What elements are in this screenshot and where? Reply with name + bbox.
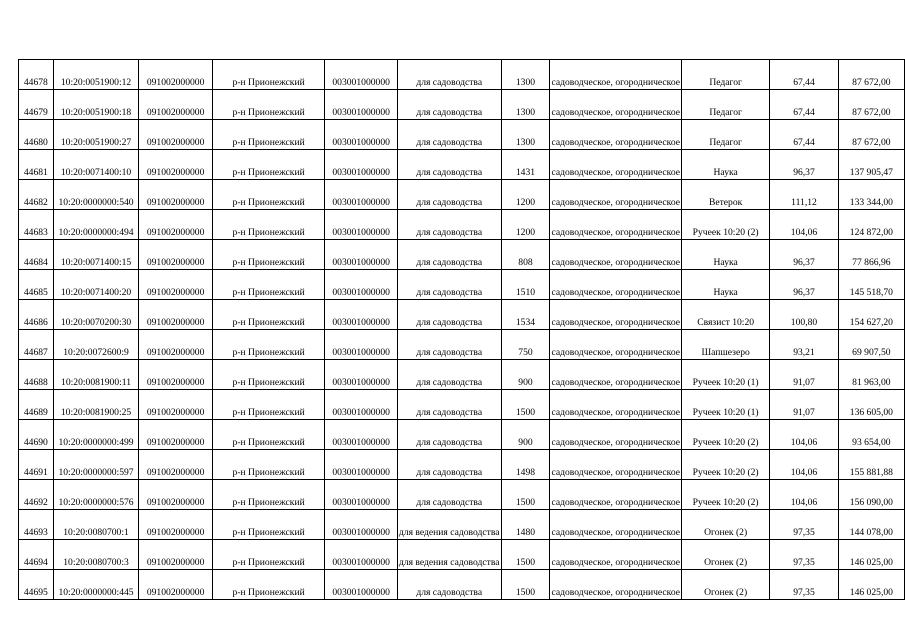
okato-code-cell: 091002000000 xyxy=(139,540,212,570)
cadastral-number-cell: 10:20:0081900:25 xyxy=(53,390,139,420)
specific-value-cell: 67,44 xyxy=(770,120,838,150)
okato-code-cell: 091002000000 xyxy=(139,450,212,480)
oktmo-code-cell: 003001000000 xyxy=(325,210,398,240)
row-id-cell: 44679 xyxy=(19,90,54,120)
cadastral-value-cell: 87 672,00 xyxy=(838,90,904,120)
area-cell: 1498 xyxy=(501,450,550,480)
permitted-use-cell: для садоводства xyxy=(397,180,501,210)
table-row xyxy=(19,570,905,600)
association-name-cell: Ветерок xyxy=(682,180,770,210)
cadastral-value-cell: 93 654,00 xyxy=(838,420,904,450)
cadastral-value-cell: 133 344,00 xyxy=(838,180,904,210)
okato-code-cell: 091002000000 xyxy=(139,90,212,120)
row-id-cell: 44684 xyxy=(19,240,54,270)
district-cell: р-н Прионежский xyxy=(212,480,325,510)
category-cell: садоводческое, огородническое xyxy=(550,420,682,450)
district-cell: р-н Прионежский xyxy=(212,90,325,120)
oktmo-code-cell: 003001000000 xyxy=(325,60,398,90)
cadastral-number-cell: 10:20:0000000:445 xyxy=(53,570,139,600)
area-cell: 1431 xyxy=(501,150,550,180)
oktmo-code-cell: 003001000000 xyxy=(325,420,398,450)
row-id-cell: 44693 xyxy=(19,510,54,540)
specific-value-cell: 93,21 xyxy=(770,330,838,360)
table-row xyxy=(19,90,905,120)
district-cell: р-н Прионежский xyxy=(212,150,325,180)
table-body xyxy=(19,60,905,600)
specific-value-cell: 67,44 xyxy=(770,60,838,90)
okato-code-cell: 091002000000 xyxy=(139,480,212,510)
table-row xyxy=(19,510,905,540)
row-id-cell: 44691 xyxy=(19,450,54,480)
table-row xyxy=(19,240,905,270)
district-cell: р-н Прионежский xyxy=(212,60,325,90)
specific-value-cell: 97,35 xyxy=(770,510,838,540)
cadastral-value-cell: 146 025,00 xyxy=(838,570,904,600)
district-cell: р-н Прионежский xyxy=(212,210,325,240)
area-cell: 1300 xyxy=(501,60,550,90)
oktmo-code-cell: 003001000000 xyxy=(325,480,398,510)
area-cell: 1510 xyxy=(501,270,550,300)
oktmo-code-cell: 003001000000 xyxy=(325,180,398,210)
table-row xyxy=(19,300,905,330)
specific-value-cell: 97,35 xyxy=(770,570,838,600)
district-cell: р-н Прионежский xyxy=(212,420,325,450)
permitted-use-cell: для садоводства xyxy=(397,450,501,480)
cadastral-number-cell: 10:20:0071400:10 xyxy=(53,150,139,180)
cadastral-number-cell: 10:20:0000000:494 xyxy=(53,210,139,240)
oktmo-code-cell: 003001000000 xyxy=(325,510,398,540)
cadastral-value-cell: 87 672,00 xyxy=(838,60,904,90)
association-name-cell: Ручеек 10:20 (2) xyxy=(682,210,770,240)
area-cell: 1480 xyxy=(501,510,550,540)
area-cell: 808 xyxy=(501,240,550,270)
category-cell: садоводческое, огородническое xyxy=(550,390,682,420)
category-cell: садоводческое, огородническое xyxy=(550,450,682,480)
association-name-cell: Наука xyxy=(682,150,770,180)
table-row xyxy=(19,540,905,570)
district-cell: р-н Прионежский xyxy=(212,330,325,360)
row-id-cell: 44683 xyxy=(19,210,54,240)
permitted-use-cell: для садоводства xyxy=(397,150,501,180)
cadastral-number-cell: 10:20:0000000:499 xyxy=(53,420,139,450)
specific-value-cell: 104,06 xyxy=(770,210,838,240)
association-name-cell: Наука xyxy=(682,270,770,300)
cadastral-value-cell: 124 872,00 xyxy=(838,210,904,240)
association-name-cell: Педагог xyxy=(682,90,770,120)
table-row xyxy=(19,210,905,240)
table-row xyxy=(19,420,905,450)
row-id-cell: 44680 xyxy=(19,120,54,150)
category-cell: садоводческое, огородническое xyxy=(550,300,682,330)
category-cell: садоводческое, огородническое xyxy=(550,270,682,300)
specific-value-cell: 96,37 xyxy=(770,270,838,300)
okato-code-cell: 091002000000 xyxy=(139,270,212,300)
area-cell: 1200 xyxy=(501,210,550,240)
row-id-cell: 44694 xyxy=(19,540,54,570)
category-cell: садоводческое, огородническое xyxy=(550,180,682,210)
table-row xyxy=(19,330,905,360)
category-cell: садоводческое, огородническое xyxy=(550,60,682,90)
association-name-cell: Ручеек 10:20 (1) xyxy=(682,360,770,390)
row-id-cell: 44689 xyxy=(19,390,54,420)
association-name-cell: Связист 10:20 xyxy=(682,300,770,330)
cadastral-value-cell: 69 907,50 xyxy=(838,330,904,360)
row-id-cell: 44681 xyxy=(19,150,54,180)
specific-value-cell: 96,37 xyxy=(770,240,838,270)
cadastral-value-cell: 154 627,20 xyxy=(838,300,904,330)
oktmo-code-cell: 003001000000 xyxy=(325,270,398,300)
area-cell: 1534 xyxy=(501,300,550,330)
district-cell: р-н Прионежский xyxy=(212,540,325,570)
cadastral-number-cell: 10:20:0081900:11 xyxy=(53,360,139,390)
oktmo-code-cell: 003001000000 xyxy=(325,300,398,330)
district-cell: р-н Прионежский xyxy=(212,360,325,390)
table-row xyxy=(19,150,905,180)
okato-code-cell: 091002000000 xyxy=(139,420,212,450)
cadastral-value-cell: 137 905,47 xyxy=(838,150,904,180)
permitted-use-cell: для садоводства xyxy=(397,570,501,600)
okato-code-cell: 091002000000 xyxy=(139,570,212,600)
district-cell: р-н Прионежский xyxy=(212,450,325,480)
area-cell: 1500 xyxy=(501,390,550,420)
oktmo-code-cell: 003001000000 xyxy=(325,450,398,480)
okato-code-cell: 091002000000 xyxy=(139,240,212,270)
cadastral-number-cell: 10:20:0051900:18 xyxy=(53,90,139,120)
district-cell: р-н Прионежский xyxy=(212,390,325,420)
permitted-use-cell: для садоводства xyxy=(397,120,501,150)
row-id-cell: 44695 xyxy=(19,570,54,600)
land-plots-table xyxy=(18,59,905,600)
cadastral-number-cell: 10:20:0070200:30 xyxy=(53,300,139,330)
category-cell: садоводческое, огородническое xyxy=(550,150,682,180)
area-cell: 1300 xyxy=(501,90,550,120)
category-cell: садоводческое, огородническое xyxy=(550,240,682,270)
area-cell: 1300 xyxy=(501,120,550,150)
okato-code-cell: 091002000000 xyxy=(139,60,212,90)
oktmo-code-cell: 003001000000 xyxy=(325,390,398,420)
district-cell: р-н Прионежский xyxy=(212,300,325,330)
cadastral-number-cell: 10:20:0000000:597 xyxy=(53,450,139,480)
category-cell: садоводческое, огородническое xyxy=(550,90,682,120)
row-id-cell: 44688 xyxy=(19,360,54,390)
category-cell: садоводческое, огородническое xyxy=(550,360,682,390)
cadastral-number-cell: 10:20:0051900:27 xyxy=(53,120,139,150)
table-row xyxy=(19,450,905,480)
permitted-use-cell: для садоводства xyxy=(397,300,501,330)
cadastral-number-cell: 10:20:0072600:9 xyxy=(53,330,139,360)
area-cell: 900 xyxy=(501,420,550,450)
table-row xyxy=(19,480,905,510)
cadastral-number-cell: 10:20:0071400:20 xyxy=(53,270,139,300)
oktmo-code-cell: 003001000000 xyxy=(325,150,398,180)
permitted-use-cell: для садоводства xyxy=(397,240,501,270)
district-cell: р-н Прионежский xyxy=(212,240,325,270)
cadastral-number-cell: 10:20:0080700:1 xyxy=(53,510,139,540)
oktmo-code-cell: 003001000000 xyxy=(325,570,398,600)
district-cell: р-н Прионежский xyxy=(212,180,325,210)
category-cell: садоводческое, огородническое xyxy=(550,510,682,540)
cadastral-value-cell: 87 672,00 xyxy=(838,120,904,150)
row-id-cell: 44686 xyxy=(19,300,54,330)
specific-value-cell: 96,37 xyxy=(770,150,838,180)
okato-code-cell: 091002000000 xyxy=(139,180,212,210)
permitted-use-cell: для ведения садоводства xyxy=(397,510,501,540)
okato-code-cell: 091002000000 xyxy=(139,510,212,540)
specific-value-cell: 67,44 xyxy=(770,90,838,120)
cadastral-number-cell: 10:20:0051900:12 xyxy=(53,60,139,90)
cadastral-number-cell: 10:20:0080700:3 xyxy=(53,540,139,570)
permitted-use-cell: для садоводства xyxy=(397,390,501,420)
oktmo-code-cell: 003001000000 xyxy=(325,120,398,150)
cadastral-value-cell: 136 605,00 xyxy=(838,390,904,420)
permitted-use-cell: для садоводства xyxy=(397,270,501,300)
association-name-cell: Шапшезеро xyxy=(682,330,770,360)
permitted-use-cell: для садоводства xyxy=(397,420,501,450)
association-name-cell: Ручеек 10:20 (2) xyxy=(682,480,770,510)
cadastral-number-cell: 10:20:0071400:15 xyxy=(53,240,139,270)
association-name-cell: Огонек (2) xyxy=(682,510,770,540)
district-cell: р-н Прионежский xyxy=(212,270,325,300)
okato-code-cell: 091002000000 xyxy=(139,120,212,150)
permitted-use-cell: для садоводства xyxy=(397,360,501,390)
permitted-use-cell: для садоводства xyxy=(397,330,501,360)
category-cell: садоводческое, огородническое xyxy=(550,570,682,600)
association-name-cell: Ручеек 10:20 (1) xyxy=(682,390,770,420)
table-row xyxy=(19,270,905,300)
cadastral-number-cell: 10:20:0000000:576 xyxy=(53,480,139,510)
district-cell: р-н Прионежский xyxy=(212,570,325,600)
permitted-use-cell: для садоводства xyxy=(397,60,501,90)
area-cell: 750 xyxy=(501,330,550,360)
row-id-cell: 44690 xyxy=(19,420,54,450)
association-name-cell: Огонек (2) xyxy=(682,540,770,570)
area-cell: 900 xyxy=(501,360,550,390)
specific-value-cell: 100,80 xyxy=(770,300,838,330)
table-row xyxy=(19,120,905,150)
oktmo-code-cell: 003001000000 xyxy=(325,330,398,360)
association-name-cell: Педагог xyxy=(682,60,770,90)
permitted-use-cell: для садоводства xyxy=(397,90,501,120)
area-cell: 1500 xyxy=(501,540,550,570)
row-id-cell: 44687 xyxy=(19,330,54,360)
area-cell: 1500 xyxy=(501,570,550,600)
specific-value-cell: 91,07 xyxy=(770,360,838,390)
association-name-cell: Ручеек 10:20 (2) xyxy=(682,420,770,450)
cadastral-number-cell: 10:20:0000000:540 xyxy=(53,180,139,210)
okato-code-cell: 091002000000 xyxy=(139,360,212,390)
table-row xyxy=(19,180,905,210)
row-id-cell: 44678 xyxy=(19,60,54,90)
category-cell: садоводческое, огородническое xyxy=(550,540,682,570)
cadastral-value-cell: 155 881,88 xyxy=(838,450,904,480)
association-name-cell: Наука xyxy=(682,240,770,270)
specific-value-cell: 104,06 xyxy=(770,450,838,480)
row-id-cell: 44692 xyxy=(19,480,54,510)
permitted-use-cell: для ведения садоводства xyxy=(397,540,501,570)
cadastral-value-cell: 146 025,00 xyxy=(838,540,904,570)
oktmo-code-cell: 003001000000 xyxy=(325,540,398,570)
cadastral-value-cell: 77 866,96 xyxy=(838,240,904,270)
specific-value-cell: 91,07 xyxy=(770,390,838,420)
cadastral-value-cell: 145 518,70 xyxy=(838,270,904,300)
association-name-cell: Огонек (2) xyxy=(682,570,770,600)
specific-value-cell: 104,06 xyxy=(770,480,838,510)
category-cell: садоводческое, огородническое xyxy=(550,210,682,240)
permitted-use-cell: для садоводства xyxy=(397,210,501,240)
district-cell: р-н Прионежский xyxy=(212,510,325,540)
okato-code-cell: 091002000000 xyxy=(139,300,212,330)
district-cell: р-н Прионежский xyxy=(212,120,325,150)
cadastral-value-cell: 81 963,00 xyxy=(838,360,904,390)
category-cell: садоводческое, огородническое xyxy=(550,330,682,360)
specific-value-cell: 104,06 xyxy=(770,420,838,450)
table-row xyxy=(19,60,905,90)
association-name-cell: Педагог xyxy=(682,120,770,150)
table-row xyxy=(19,390,905,420)
row-id-cell: 44685 xyxy=(19,270,54,300)
oktmo-code-cell: 003001000000 xyxy=(325,360,398,390)
oktmo-code-cell: 003001000000 xyxy=(325,240,398,270)
okato-code-cell: 091002000000 xyxy=(139,390,212,420)
oktmo-code-cell: 003001000000 xyxy=(325,90,398,120)
okato-code-cell: 091002000000 xyxy=(139,210,212,240)
area-cell: 1200 xyxy=(501,180,550,210)
category-cell: садоводческое, огородническое xyxy=(550,480,682,510)
row-id-cell: 44682 xyxy=(19,180,54,210)
specific-value-cell: 97,35 xyxy=(770,540,838,570)
category-cell: садоводческое, огородническое xyxy=(550,120,682,150)
permitted-use-cell: для садоводства xyxy=(397,480,501,510)
area-cell: 1500 xyxy=(501,480,550,510)
cadastral-value-cell: 144 078,00 xyxy=(838,510,904,540)
table-row xyxy=(19,360,905,390)
specific-value-cell: 111,12 xyxy=(770,180,838,210)
okato-code-cell: 091002000000 xyxy=(139,150,212,180)
okato-code-cell: 091002000000 xyxy=(139,330,212,360)
association-name-cell: Ручеек 10:20 (2) xyxy=(682,450,770,480)
cadastral-value-cell: 156 090,00 xyxy=(838,480,904,510)
